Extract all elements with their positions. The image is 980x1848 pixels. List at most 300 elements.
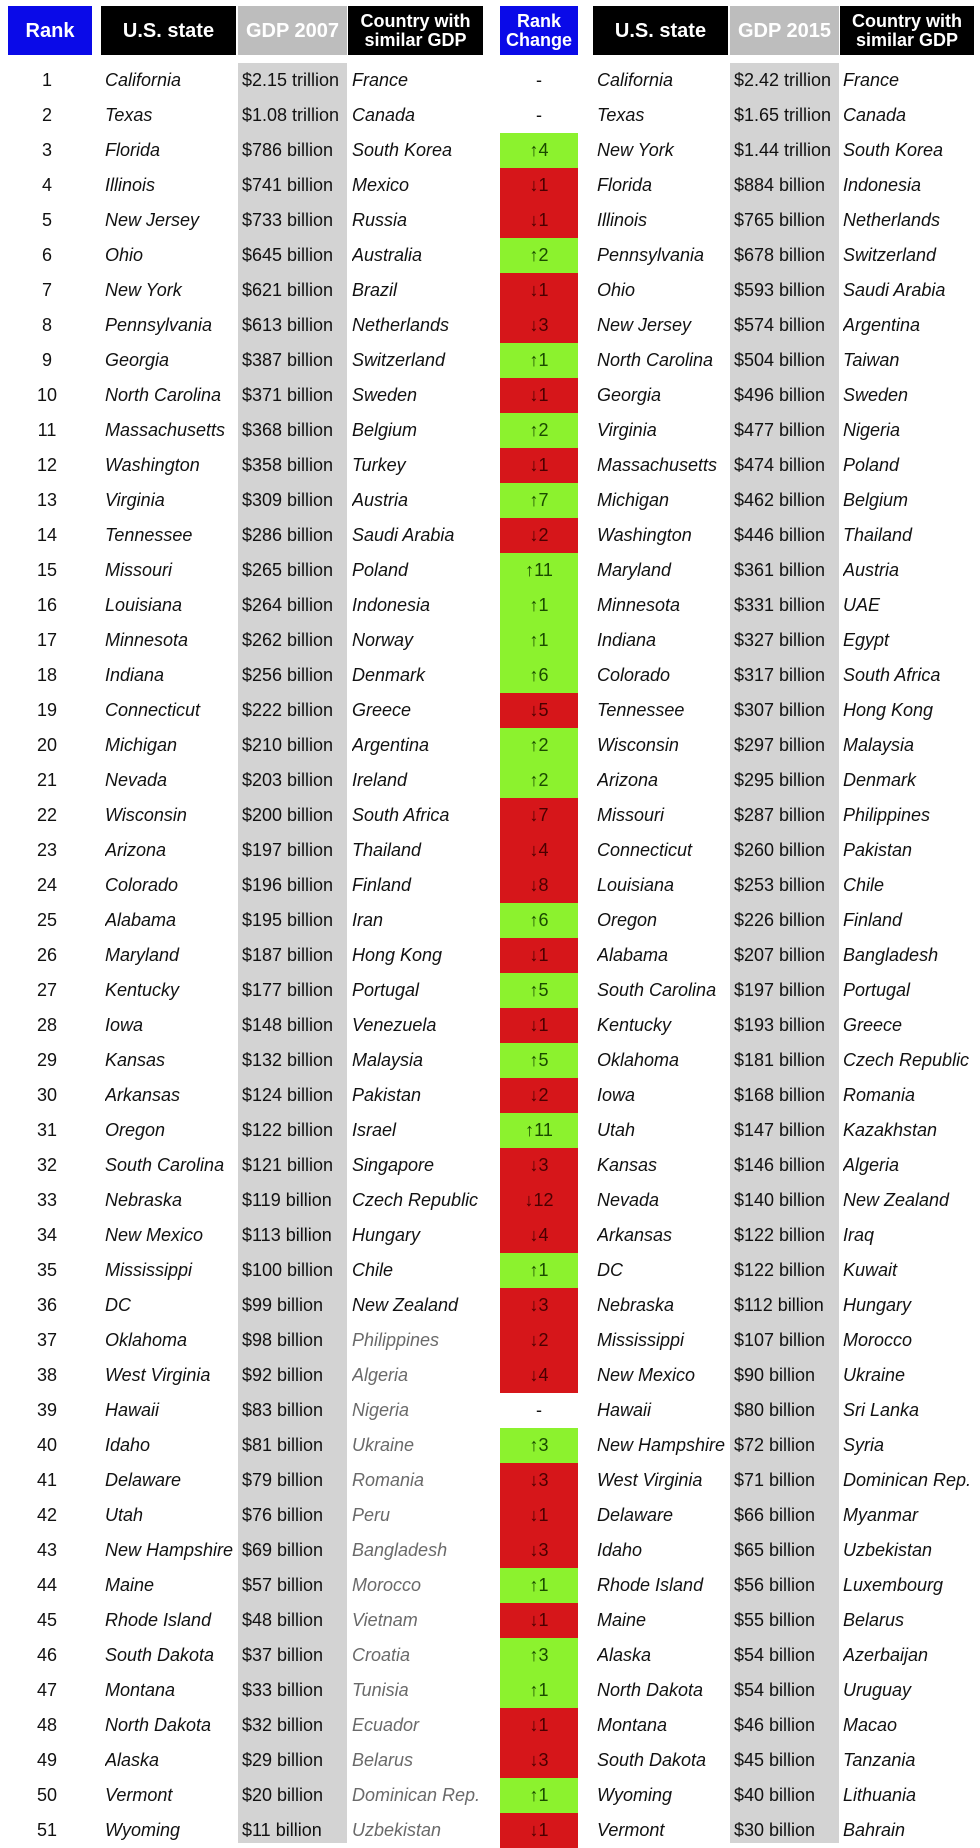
gdp-2007-cell: $262 billion — [242, 630, 334, 650]
gdp-2015-cell: $40 billion — [734, 1785, 816, 1805]
table-row — [0, 203, 980, 238]
state-2007-cell: Rhode Island — [105, 1610, 212, 1630]
rank-change-cell: - — [500, 1393, 578, 1428]
table-row — [0, 1043, 980, 1078]
table-row — [0, 1323, 980, 1358]
gdp-2007-cell: $48 billion — [242, 1610, 324, 1630]
rank-change-cell: ↓1 — [500, 203, 578, 238]
state-2015-cell: West Virginia — [597, 1470, 703, 1490]
rank-change-cell: ↓5 — [500, 693, 578, 728]
header-country-2007 — [348, 6, 483, 55]
table-row — [0, 1183, 980, 1218]
country-2015-cell: Uzbekistan — [843, 1540, 933, 1560]
rank-change-cell: ↓1 — [500, 1813, 578, 1848]
country-2007-cell: Ireland — [352, 770, 408, 790]
state-2007-cell: South Dakota — [105, 1645, 215, 1665]
country-2007-cell: South Africa — [352, 805, 450, 825]
rank-change-cell: ↑5 — [500, 973, 578, 1008]
state-2015-cell: New Mexico — [597, 1365, 696, 1385]
state-2015-cell: Mississippi — [597, 1330, 685, 1350]
state-2007-cell: Ohio — [105, 245, 144, 265]
table-row — [0, 1638, 980, 1673]
state-2015-cell: Connecticut — [597, 840, 693, 860]
country-2007-cell: Australia — [352, 245, 423, 265]
state-2015-cell: Texas — [597, 105, 645, 125]
gdp-2015-cell: $297 billion — [734, 735, 826, 755]
country-2007-cell: Ukraine — [352, 1435, 415, 1455]
rank-cell: 45 — [36, 1610, 58, 1630]
country-2015-cell: South Africa — [843, 665, 941, 685]
country-2007-cell: Belarus — [352, 1750, 414, 1770]
table-row — [0, 903, 980, 938]
rank-cell: 17 — [36, 630, 58, 650]
state-2015-cell: Arkansas — [597, 1225, 673, 1245]
country-2015-cell: Argentina — [843, 315, 921, 335]
rank-change-cell: ↓7 — [500, 798, 578, 833]
gdp-2015-cell: $361 billion — [734, 560, 826, 580]
header-state-2007: U.S. state — [101, 6, 236, 55]
gdp-2007-cell: $222 billion — [242, 700, 334, 720]
rank-change-cell: ↑6 — [500, 658, 578, 693]
rank-change-cell: ↓8 — [500, 868, 578, 903]
rank-change-cell: - — [500, 98, 578, 133]
header-rank-change-line1: Rank — [516, 10, 561, 31]
state-2015-cell: Illinois — [597, 210, 648, 230]
country-2007-cell: Indonesia — [352, 595, 431, 615]
rank-cell: 27 — [36, 980, 58, 1000]
gdp-2015-cell: $2.42 trillion — [734, 70, 832, 90]
state-2007-cell: Wisconsin — [105, 805, 187, 825]
country-2015-cell: Uruguay — [843, 1680, 912, 1700]
rank-change-cell: ↓4 — [500, 1358, 578, 1393]
table-row — [0, 693, 980, 728]
rank-cell: 43 — [36, 1540, 58, 1560]
rank-change-cell: ↓12 — [500, 1183, 578, 1218]
country-2015-cell: Tanzania — [843, 1750, 916, 1770]
rank-cell: 29 — [36, 1050, 58, 1070]
gdp-2015-cell: $107 billion — [734, 1330, 826, 1350]
table-row — [0, 168, 980, 203]
gdp-2015-cell: $45 billion — [734, 1750, 816, 1770]
state-2015-cell: Washington — [597, 525, 692, 545]
rank-change-cell: ↑2 — [500, 413, 578, 448]
table-row — [0, 728, 980, 763]
state-2007-cell: Michigan — [105, 735, 178, 755]
country-2007-cell: Sweden — [352, 385, 418, 405]
country-2007-cell: Mexico — [352, 175, 410, 195]
rank-change-cell: ↑2 — [500, 728, 578, 763]
table-row — [0, 623, 980, 658]
gdp-2015-cell: $30 billion — [734, 1820, 816, 1840]
state-2007-cell: New York — [105, 280, 182, 300]
country-2015-cell: Luxembourg — [843, 1575, 944, 1595]
gdp-2007-cell: $124 billion — [242, 1085, 334, 1105]
gdp-2007-cell: $113 billion — [242, 1225, 332, 1245]
rank-cell: 19 — [36, 700, 58, 720]
state-2007-cell: New Jersey — [105, 210, 200, 230]
country-2007-cell: Canada — [352, 105, 416, 125]
rank-cell: 11 — [37, 420, 57, 440]
gdp-2007-cell: $122 billion — [242, 1120, 334, 1140]
gdp-2007-cell: $264 billion — [242, 595, 334, 615]
rank-cell: 41 — [36, 1470, 58, 1490]
gdp-2015-cell: $54 billion — [734, 1680, 816, 1700]
rank-change-cell: ↑3 — [500, 1428, 578, 1463]
rank-cell: 50 — [36, 1785, 58, 1805]
gdp-2007-cell: $37 billion — [242, 1645, 324, 1665]
rank-change-cell: ↓2 — [500, 518, 578, 553]
country-2015-cell: Egypt — [843, 630, 890, 650]
country-2007-cell: Peru — [352, 1505, 391, 1525]
state-2015-cell: Maine — [597, 1610, 647, 1630]
state-2007-cell: Kansas — [105, 1050, 166, 1070]
country-2007-cell: Poland — [352, 560, 409, 580]
rank-cell: 23 — [36, 840, 58, 860]
gdp-2007-cell: $371 billion — [242, 385, 334, 405]
rank-cell: 46 — [36, 1645, 58, 1665]
country-2015-cell: Bangladesh — [843, 945, 939, 965]
state-2015-cell: Virginia — [597, 420, 657, 440]
rank-change-cell: ↑3 — [500, 1638, 578, 1673]
country-2007-cell: Malaysia — [352, 1050, 424, 1070]
country-2007-cell: Bangladesh — [352, 1540, 448, 1560]
table-row — [0, 1498, 980, 1533]
table-row — [0, 273, 980, 308]
state-2015-cell: Arizona — [597, 770, 659, 790]
state-2015-cell: Georgia — [597, 385, 662, 405]
gdp-2015-cell: $140 billion — [734, 1190, 826, 1210]
table-row — [0, 588, 980, 623]
rank-change-cell: ↓1 — [500, 1008, 578, 1043]
rank-cell: 12 — [36, 455, 58, 475]
table-row — [0, 98, 980, 133]
country-2007-cell: Czech Republic — [352, 1190, 479, 1210]
state-2007-cell: California — [105, 70, 182, 90]
state-2007-cell: Arizona — [105, 840, 167, 860]
rank-cell: 7 — [41, 280, 52, 300]
gdp-2015-cell: $1.65 trillion — [734, 105, 832, 125]
rank-cell: 15 — [36, 560, 58, 580]
gdp-2007-cell: $613 billion — [242, 315, 334, 335]
gdp-2007-cell: $132 billion — [242, 1050, 334, 1070]
header-country-2015-line1: Country with — [852, 10, 962, 31]
country-2015-cell: Morocco — [843, 1330, 913, 1350]
gdp-2015-cell: $1.44 trillion — [734, 140, 832, 160]
gdp-2007-cell: $645 billion — [242, 245, 334, 265]
gdp-2015-cell: $80 billion — [734, 1400, 816, 1420]
state-2007-cell: Pennsylvania — [105, 315, 213, 335]
country-2015-cell: Myanmar — [843, 1505, 919, 1525]
gdp-2007-cell: $196 billion — [242, 875, 334, 895]
rank-cell: 3 — [41, 140, 52, 160]
rank-cell: 37 — [36, 1330, 58, 1350]
country-2007-cell: Vietnam — [352, 1610, 418, 1630]
gdp-2007-cell: $148 billion — [242, 1015, 334, 1035]
gdp-2007-cell: $187 billion — [242, 945, 334, 965]
state-2015-cell: DC — [597, 1260, 623, 1280]
rank-change-cell: ↓4 — [500, 833, 578, 868]
rank-change-cell: ↓3 — [500, 1288, 578, 1323]
table-row — [0, 1358, 980, 1393]
table-row — [0, 1428, 980, 1463]
state-2015-cell: Maryland — [597, 560, 672, 580]
country-2007-cell: Argentina — [352, 735, 430, 755]
country-2007-cell: Ecuador — [352, 1715, 420, 1735]
table-row — [0, 1568, 980, 1603]
table-row — [0, 1743, 980, 1778]
state-2015-cell: Wisconsin — [597, 735, 679, 755]
rank-cell: 2 — [41, 105, 52, 125]
gdp-2007-cell: $786 billion — [242, 140, 334, 160]
state-2007-cell: Virginia — [105, 490, 165, 510]
table-row — [0, 133, 980, 168]
rank-cell: 6 — [41, 245, 52, 265]
state-2007-cell: North Dakota — [105, 1715, 212, 1735]
gdp-2007-cell: $733 billion — [242, 210, 334, 230]
gdp-2007-cell: $92 billion — [242, 1365, 324, 1385]
state-2015-cell: Michigan — [597, 490, 670, 510]
country-2007-cell: Chile — [352, 1260, 394, 1280]
state-2007-cell: Oklahoma — [105, 1330, 188, 1350]
state-2015-cell: Idaho — [597, 1540, 643, 1560]
country-2007-cell: Denmark — [352, 665, 426, 685]
table-row — [0, 308, 980, 343]
table-row — [0, 1673, 980, 1708]
country-2015-cell: Czech Republic — [843, 1050, 970, 1070]
country-2007-cell: South Korea — [352, 140, 453, 160]
country-2015-cell: France — [843, 70, 900, 90]
table-row — [0, 1078, 980, 1113]
gdp-2015-cell: $90 billion — [734, 1365, 816, 1385]
country-2007-cell: Thailand — [352, 840, 422, 860]
state-2007-cell: Iowa — [105, 1015, 144, 1035]
country-2015-cell: Poland — [843, 455, 900, 475]
rank-change-cell: - — [500, 63, 578, 98]
state-2015-cell: Oregon — [597, 910, 658, 930]
country-2015-cell: Switzerland — [843, 245, 937, 265]
gdp-2007-cell: $20 billion — [242, 1785, 324, 1805]
header-rank-change-line2: Change — [505, 29, 572, 50]
country-2015-cell: Macao — [843, 1715, 898, 1735]
gdp-2015-cell: $496 billion — [734, 385, 826, 405]
gdp-2007-cell: $210 billion — [242, 735, 334, 755]
gdp-2007-cell: $100 billion — [242, 1260, 334, 1280]
table-row — [0, 938, 980, 973]
rank-cell: 38 — [36, 1365, 58, 1385]
rank-change-cell: ↑1 — [500, 1778, 578, 1813]
country-2007-cell: Saudi Arabia — [352, 525, 455, 545]
state-2007-cell: Alaska — [105, 1750, 160, 1770]
state-2007-cell: Vermont — [105, 1785, 173, 1805]
rank-cell: 31 — [36, 1120, 58, 1140]
country-2015-cell: Kazakhstan — [843, 1120, 938, 1140]
country-2007-cell: New Zealand — [352, 1295, 459, 1315]
gdp-2007-cell: $81 billion — [242, 1435, 324, 1455]
state-2015-cell: New Hampshire — [597, 1435, 726, 1455]
state-2007-cell: Nebraska — [105, 1190, 183, 1210]
state-2015-cell: Vermont — [597, 1820, 665, 1840]
country-2015-cell: Kuwait — [843, 1260, 898, 1280]
rank-cell: 9 — [41, 350, 52, 370]
gdp-2007-cell: $83 billion — [242, 1400, 324, 1420]
gdp-2015-cell: $504 billion — [734, 350, 826, 370]
gdp-2007-cell: $29 billion — [242, 1750, 324, 1770]
rank-cell: 18 — [36, 665, 58, 685]
gdp-2015-cell: $477 billion — [734, 420, 826, 440]
gdp-2015-cell: $71 billion — [734, 1470, 816, 1490]
table-row — [0, 763, 980, 798]
country-2007-cell: Belgium — [352, 420, 418, 440]
table-row — [0, 1288, 980, 1323]
gdp-2015-cell: $331 billion — [734, 595, 826, 615]
country-2007-cell: Pakistan — [352, 1085, 422, 1105]
state-2015-cell: North Dakota — [597, 1680, 704, 1700]
gdp-2007-cell: $621 billion — [242, 280, 334, 300]
rank-cell: 51 — [36, 1820, 58, 1840]
rank-change-cell: ↑1 — [500, 1253, 578, 1288]
rank-change-cell: ↑2 — [500, 238, 578, 273]
rank-cell: 39 — [36, 1400, 58, 1420]
state-2007-cell: Georgia — [105, 350, 170, 370]
gdp-2015-cell: $55 billion — [734, 1610, 816, 1630]
gdp-2015-cell: $226 billion — [734, 910, 826, 930]
state-2007-cell: Utah — [105, 1505, 144, 1525]
country-2007-cell: Nigeria — [352, 1400, 410, 1420]
table-row — [0, 413, 980, 448]
state-2015-cell: Indiana — [597, 630, 657, 650]
country-2007-cell: Hungary — [352, 1225, 421, 1245]
rank-cell: 20 — [36, 735, 58, 755]
country-2015-cell: Canada — [843, 105, 907, 125]
gdp-2007-cell: $32 billion — [242, 1715, 324, 1735]
gdp-2007-cell: $309 billion — [242, 490, 334, 510]
state-2007-cell: Washington — [105, 455, 200, 475]
state-2007-cell: Maryland — [105, 945, 180, 965]
state-2007-cell: Texas — [105, 105, 153, 125]
table-row — [0, 1113, 980, 1148]
state-2007-cell: Maine — [105, 1575, 155, 1595]
country-2015-cell: Nigeria — [843, 420, 901, 440]
state-2015-cell: Montana — [597, 1715, 668, 1735]
country-2015-cell: Malaysia — [843, 735, 915, 755]
country-2007-cell: Uzbekistan — [352, 1820, 442, 1840]
country-2007-cell: Greece — [352, 700, 412, 720]
table-row — [0, 518, 980, 553]
gdp-2007-cell: $99 billion — [242, 1295, 324, 1315]
rank-cell: 49 — [36, 1750, 58, 1770]
header-state-2015: U.S. state — [593, 6, 728, 55]
country-2007-cell: Portugal — [352, 980, 420, 1000]
gdp-2015-cell: $112 billion — [734, 1295, 824, 1315]
country-2015-cell: South Korea — [843, 140, 944, 160]
state-2015-cell: Ohio — [597, 280, 636, 300]
table-row — [0, 553, 980, 588]
gdp-2007-cell: $195 billion — [242, 910, 334, 930]
country-2015-cell: Finland — [843, 910, 903, 930]
gdp-2015-cell: $260 billion — [734, 840, 826, 860]
gdp-2015-cell: $193 billion — [734, 1015, 826, 1035]
country-2007-cell: Morocco — [352, 1575, 422, 1595]
state-2007-cell: Hawaii — [105, 1400, 160, 1420]
state-2007-cell: Wyoming — [105, 1820, 181, 1840]
country-2015-cell: Bahrain — [843, 1820, 906, 1840]
rank-cell: 14 — [36, 525, 58, 545]
state-2007-cell: Kentucky — [105, 980, 180, 1000]
rank-change-cell: ↓3 — [500, 1148, 578, 1183]
country-2007-cell: Dominican Rep. — [352, 1785, 481, 1805]
country-2015-cell: Denmark — [843, 770, 917, 790]
state-2007-cell: Alabama — [105, 910, 177, 930]
state-2015-cell: New York — [597, 140, 674, 160]
country-2015-cell: Belgium — [843, 490, 909, 510]
state-2007-cell: Tennessee — [105, 525, 193, 545]
rank-change-cell: ↓3 — [500, 1463, 578, 1498]
table-row — [0, 1708, 980, 1743]
state-2015-cell: Alaska — [597, 1645, 652, 1665]
gdp-2015-cell: $146 billion — [734, 1155, 826, 1175]
state-2015-cell: Rhode Island — [597, 1575, 704, 1595]
state-2007-cell: North Carolina — [105, 385, 222, 405]
rank-cell: 16 — [36, 595, 58, 615]
country-2007-cell: Philippines — [352, 1330, 440, 1350]
country-2007-cell: Switzerland — [352, 350, 446, 370]
gdp-2007-cell: $79 billion — [242, 1470, 324, 1490]
rank-change-cell: ↓1 — [500, 168, 578, 203]
gdp-2015-cell: $122 billion — [734, 1225, 826, 1245]
country-2007-cell: Netherlands — [352, 315, 450, 335]
state-2015-cell: Alabama — [597, 945, 669, 965]
country-2015-cell: Sri Lanka — [843, 1400, 920, 1420]
table-row — [0, 1148, 980, 1183]
gdp-2007-cell: $119 billion — [242, 1190, 332, 1210]
state-2015-cell: Wyoming — [597, 1785, 673, 1805]
table-row — [0, 1008, 980, 1043]
country-2007-cell: Tunisia — [352, 1680, 409, 1700]
country-2015-cell: Sweden — [843, 385, 909, 405]
state-2007-cell: Illinois — [105, 175, 156, 195]
gdp-2007-cell: $57 billion — [242, 1575, 324, 1595]
gdp-2015-cell: $678 billion — [734, 245, 826, 265]
rank-change-cell: ↑11 — [500, 553, 578, 588]
gdp-2015-cell: $207 billion — [734, 945, 826, 965]
rank-cell: 10 — [36, 385, 58, 405]
rank-change-cell: ↓3 — [500, 1743, 578, 1778]
gdp-2015-cell: $54 billion — [734, 1645, 816, 1665]
rank-cell: 42 — [36, 1505, 58, 1525]
gdp-2007-cell: $387 billion — [242, 350, 334, 370]
table-row — [0, 1218, 980, 1253]
gdp-2007-cell: $2.15 trillion — [242, 70, 340, 90]
gdp-2015-cell: $147 billion — [734, 1120, 826, 1140]
state-2015-cell: Hawaii — [597, 1400, 652, 1420]
rank-change-cell: ↓1 — [500, 378, 578, 413]
gdp-2007-cell: $203 billion — [242, 770, 334, 790]
country-2015-cell: Dominican Rep. — [843, 1470, 972, 1490]
rank-change-cell: ↓1 — [500, 273, 578, 308]
rank-cell: 30 — [36, 1085, 58, 1105]
country-2007-cell: Austria — [352, 490, 409, 510]
country-2007-cell: Finland — [352, 875, 412, 895]
rank-change-cell: ↓1 — [500, 1603, 578, 1638]
rank-cell: 1 — [41, 70, 52, 90]
state-2007-cell: Louisiana — [105, 595, 183, 615]
state-2015-cell: Nevada — [597, 1190, 660, 1210]
rank-change-cell: ↑5 — [500, 1043, 578, 1078]
country-2015-cell: Romania — [843, 1085, 916, 1105]
state-2015-cell: North Carolina — [597, 350, 714, 370]
table-row — [0, 1393, 980, 1428]
rank-change-cell: ↑1 — [500, 623, 578, 658]
